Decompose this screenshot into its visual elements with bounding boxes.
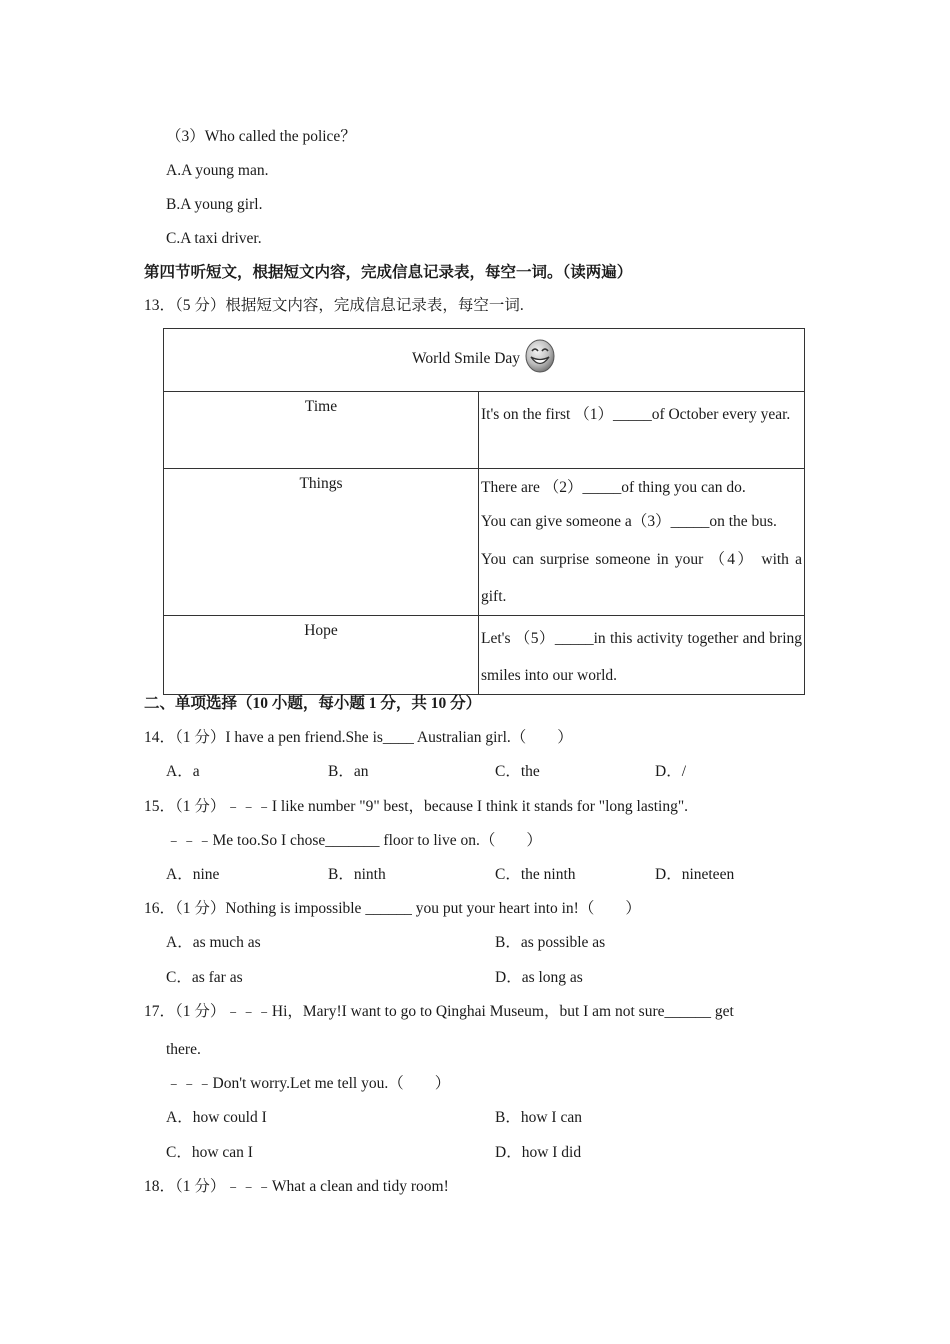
answer-option: D．how I did xyxy=(495,1144,582,1161)
table-cell-text: It's on the first （1）_____of October every year. xyxy=(481,406,791,423)
answer-option: B．as possible as xyxy=(495,934,606,951)
question-stem-continued: there. xyxy=(166,1041,201,1058)
table-cell-text: You can surprise someone in your （4） with a gift. xyxy=(481,551,803,605)
answer-option: D．/ xyxy=(655,763,687,780)
answer-option: C．how can I xyxy=(166,1144,253,1161)
answer-option: A.A young man. xyxy=(166,162,269,179)
table-cell-text: Let's （5）_____in this activity together and bring smiles into our world. xyxy=(481,630,803,684)
smiley-face-icon xyxy=(524,337,556,373)
question-stem: 13．（5 分）根据短文内容，完成信息记录表，每空一词. xyxy=(144,297,524,314)
question-stem: 18．（1 分）﹣﹣﹣What a clean and tidy room! xyxy=(144,1178,449,1195)
answer-option: C．the ninth xyxy=(495,866,576,883)
answer-option: C.A taxi driver. xyxy=(166,230,262,247)
answer-option: B.A young girl. xyxy=(166,196,263,213)
answer-option: A．how could I xyxy=(166,1109,267,1126)
answer-option: D．nineteen xyxy=(655,866,735,883)
answer-option: D．as long as xyxy=(495,969,583,986)
question-stem-dialogue: ﹣﹣﹣Don't worry.Let me tell you.（ ） xyxy=(166,1075,451,1092)
table-row-content xyxy=(479,469,805,616)
table-cell-text: There are （2）_____of thing you can do. xyxy=(481,479,746,496)
question-stem: （3）Who called the police？ xyxy=(166,128,356,145)
info-record-table xyxy=(163,328,805,695)
answer-option: A．nine xyxy=(166,866,220,883)
table-row-label: Hope xyxy=(164,616,479,695)
answer-option: A．a xyxy=(166,763,200,780)
answer-option: B．ninth xyxy=(328,866,386,883)
answer-option: A．as much as xyxy=(166,934,261,951)
section-heading: 二、单项选择（10 小题，每小题 1 分，共 10 分） xyxy=(144,695,482,712)
answer-option: C．the xyxy=(495,763,540,780)
table-row-label: Things xyxy=(164,469,479,616)
section-heading: 第四节听短文，根据短文内容，完成信息记录表，每空一词。（读两遍） xyxy=(144,264,633,281)
table-title: World Smile Day xyxy=(411,350,521,367)
answer-option: B．an xyxy=(328,763,369,780)
question-stem-dialogue: ﹣﹣﹣Me too.So I chose_______ floor to live on.（ ） xyxy=(166,832,542,849)
question-stem: 15．（1 分）﹣﹣﹣I like number "9" best，because I think it stands for "long lasting". xyxy=(144,798,689,815)
question-stem: 16．（1 分）Nothing is impossible ______ you put your heart into in!（ ） xyxy=(144,900,641,917)
answer-option: C．as far as xyxy=(166,969,243,986)
table-row-content xyxy=(479,616,805,695)
table-cell-text: You can give someone a（3）_____on the bus. xyxy=(481,513,777,530)
table-row-label: Time xyxy=(164,392,479,469)
table-row-content xyxy=(479,392,805,469)
question-stem: 17．（1 分）﹣﹣﹣Hi，Mary!I want to go to Qinghai Museum，but I am not sure______ get xyxy=(144,1003,734,1020)
table-header xyxy=(164,329,805,392)
answer-option: B．how I can xyxy=(495,1109,582,1126)
question-stem: 14．（1 分）I have a pen friend.She is____ Australian girl.（ ） xyxy=(144,729,573,746)
